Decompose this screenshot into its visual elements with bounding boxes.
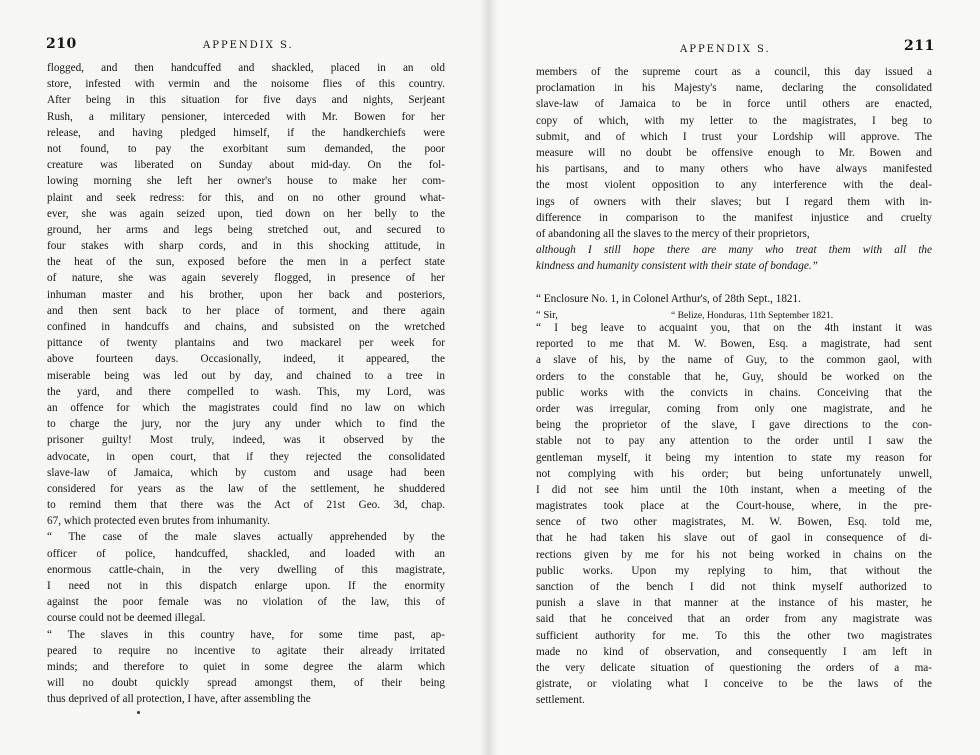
left-body-line: four stakes with sharp cords, and in this shocking attitude, in	[47, 240, 445, 253]
left-body-line: to remind them that there was the Act of 21st Geo. 3d, chap.	[47, 499, 445, 512]
dateline: “ Belize, Honduras, 11th September 1821.	[671, 310, 834, 321]
left-body-line: will no doubt quickly spread amongst them, of their being	[47, 677, 445, 690]
right-body-text-b	[536, 320, 932, 709]
book-gutter	[480, 0, 498, 755]
left-body-line: above fourteen days. Occasionally, indeed, it appeared, the	[47, 353, 445, 366]
left-body-line: slave-law of Jamaica, which by custom and usage had been	[47, 466, 445, 479]
left-body-line: flogged, and then handcuffed and shackled, placed in an old	[47, 62, 445, 74]
left-body-line: release, and having pledged himself, if the handkerchiefs were	[47, 126, 445, 139]
left-body-line: prisoner guilty! Most truly, indeed, was it observed by the	[47, 434, 445, 447]
left-body-line: Rush, a military pensioner, interceded with Mr. Bowen for her	[47, 110, 445, 123]
right-body-text-a	[536, 64, 932, 242]
right-enclosure-line: a slave of his, by the name of Guy, to the common gaol, with	[536, 354, 932, 367]
left-body-line: advocate, in open court, that if they rejected the consolidated	[47, 450, 445, 463]
right-enclosure-line: sanction of the bench I did not think myself authorized to	[536, 581, 932, 593]
left-body-line: lowing morning she left her owner's house to make her com-	[47, 175, 445, 188]
right-enclosure-line: gistrate, or violating what I conceive to be the laws of the	[536, 678, 932, 691]
right-enclosure-line: the very delicate situation of questioning the orders of a ma-	[536, 661, 932, 674]
left-body-line: miserable being was led out by day, and chained to a tree in	[47, 369, 445, 382]
salutation: “ Sir,	[536, 310, 558, 321]
left-body-line: minds; and therefore to quiet in some degree the alarm which	[47, 660, 445, 673]
right-page	[489, 0, 980, 755]
right-body-line: measure will no doubt be offensive enough to Mr. Bowen and	[536, 146, 932, 159]
left-body-line: ever, she was again seized upon, tied down on her belly to the	[47, 207, 445, 220]
left-body-line: ground, her arms and legs being stretched out, and secured to	[47, 223, 445, 236]
left-body-line: considered for years as the law of the settlement, he shuddered	[47, 482, 445, 495]
right-enclosure-line: settlement.	[536, 694, 585, 707]
left-body-line: 67, which protected even brutes from inhumanity.	[47, 515, 270, 528]
right-italic-line: although I still hope there are many who treat them with all the	[536, 244, 932, 256]
left-body-line: officer of police, handcuffed, shackled, and loaded with an	[47, 547, 445, 560]
left-body-line: to charge the jury, nor the jury any under which to find the	[47, 418, 445, 431]
left-page	[0, 0, 489, 755]
ink-speck	[137, 711, 140, 714]
right-enclosure-line: that he had taken his slave out of gaol in consequence of di-	[536, 532, 932, 545]
right-enclosure-line: rections given by me for his not being worked in chains on the	[536, 548, 932, 561]
right-body-line: submit, and of which I trust your Lordship will approve. The	[536, 130, 932, 143]
right-enclosure-line: orders to the constable that he, Guy, should be worked on the	[536, 370, 932, 383]
left-body-line: course could not be deemed illegal.	[47, 612, 206, 625]
right-body-line: slave-law of Jamaica to be in force until others are enacted,	[536, 98, 932, 111]
right-enclosure-line: not complying with his order; but being unfortunately unwell,	[536, 467, 932, 480]
right-body-line: of abandoning all the slaves to the mercy of their proprietors,	[536, 227, 810, 240]
left-body-line: creature was liberated on Sunday about mid-day. On the fol-	[47, 159, 445, 172]
right-enclosure-line: public works. Upon my replying to him, that without the	[536, 564, 932, 577]
left-body-line: the yard, and there compelled to wash. This, my Lord, was	[47, 385, 445, 398]
left-body-line: of nature, she was again severely flogged, in presence of her	[47, 272, 445, 285]
left-body-line: inhuman master and his brother, upon her back and posteriors,	[47, 288, 445, 301]
left-body-line: I need not in this dispatch enlarge upon. If the enormity	[47, 580, 445, 592]
right-body-line: members of the supreme court as a council, this day issued a	[536, 66, 932, 78]
right-enclosure-line: “ I beg leave to acquaint you, that on the 4th instant it was	[536, 322, 932, 334]
right-body-line: his partisans, and to many others who have always manifested	[536, 163, 932, 176]
left-body-text	[47, 60, 445, 708]
enclosure-heading: “ Enclosure No. 1, in Colonel Arthur's, of 28th Sept., 1821.	[536, 293, 801, 305]
left-body-line: peared to require no incentive to agitate their already irritated	[47, 644, 445, 657]
right-enclosure-line: said that he conceived that an order from any magistrate was	[536, 613, 932, 626]
right-enclosure-line: public works with the convicts in chains. Conceiving that the	[536, 386, 932, 399]
right-enclosure-line: stable not to pay any attention to the order until I saw the	[536, 435, 932, 448]
right-enclosure-line: sence of two other magistrates, M. W. Bowen, Esq. told me,	[536, 516, 932, 529]
left-body-line: against the poor female was no violation of the law, this of	[47, 596, 445, 609]
left-body-line: “ The slaves in this country have, for some time past, ap-	[47, 628, 445, 641]
right-body-line: copy of which, with my letter to the magistrates, I beg to	[536, 114, 932, 127]
left-body-line: pittance of twenty plantains and two mackarel per week for	[47, 337, 445, 350]
right-enclosure-line: reported to me that M. W. Bowen, Esq. a magistrate, had sent	[536, 338, 932, 351]
left-body-line: the heat of the sun, exposed before the men in a perfect state	[47, 256, 445, 269]
left-running-head: APPENDIX S.	[203, 40, 294, 51]
right-enclosure-line: punish a slave in that manner at the instance of his master, he	[536, 597, 932, 610]
right-enclosure-line: made no kind of observation, and consequently I am left in	[536, 645, 932, 658]
right-italic-text	[536, 242, 932, 274]
right-body-line: ings of owners with their slaves; but I regard them with in-	[536, 195, 932, 208]
left-body-line: thus deprived of all protection, I have, after assembling the	[47, 693, 311, 706]
left-body-line: plaint and seek redress: for this, and on no other ground what-	[47, 191, 445, 204]
left-body-line: “ The case of the male slaves actually apprehended by the	[47, 531, 445, 544]
left-body-line: not found, to pay the exorbitant sum demanded, the poor	[47, 142, 445, 155]
left-body-line: an offence for which the magistrates could find no law on which	[47, 401, 445, 414]
right-running-head: APPENDIX S.	[680, 44, 771, 55]
right-enclosure-line: I did not see him until the 10th instant, when a meeting of the	[536, 483, 932, 496]
right-enclosure-line: sufficient authority for me. To this the other two magistrates	[536, 629, 932, 642]
right-enclosure-line: being the proprietor of the slave, I gave directions to the con-	[536, 419, 932, 432]
right-body-line: proclamation in his Majesty's name, declaring the consolidated	[536, 82, 932, 95]
left-body-line: enormous cattle-chain, in the very dwelling of this magistrate,	[47, 563, 445, 576]
left-body-line: and then sent back to her place of torment, and there again	[47, 304, 445, 317]
right-enclosure-line: magistrates took place at the Court-house, where, in the pre-	[536, 500, 932, 513]
right-page-number: 211	[904, 38, 935, 54]
left-page-number: 210	[46, 36, 77, 52]
right-body-line: the most violent opposition to any interference with the deal-	[536, 179, 932, 192]
left-body-line: After being in this situation for five days and nights, Serjeant	[47, 94, 445, 107]
right-enclosure-line: gentleman myself, it being my intention to state my reason for	[536, 451, 932, 464]
right-body-line: difference in comparison to the manifest injustice and cruelty	[536, 211, 932, 224]
left-body-line: store, infested with vermin and the noisome flies of this country.	[47, 78, 445, 91]
right-enclosure-line: order was irregular, coming from only one magistrate, and he	[536, 402, 932, 415]
right-italic-line: kindness and humanity consistent with their state of bondage.”	[536, 260, 818, 273]
left-body-line: confined in handcuffs and chains, and subsisted on the wretched	[47, 321, 445, 333]
